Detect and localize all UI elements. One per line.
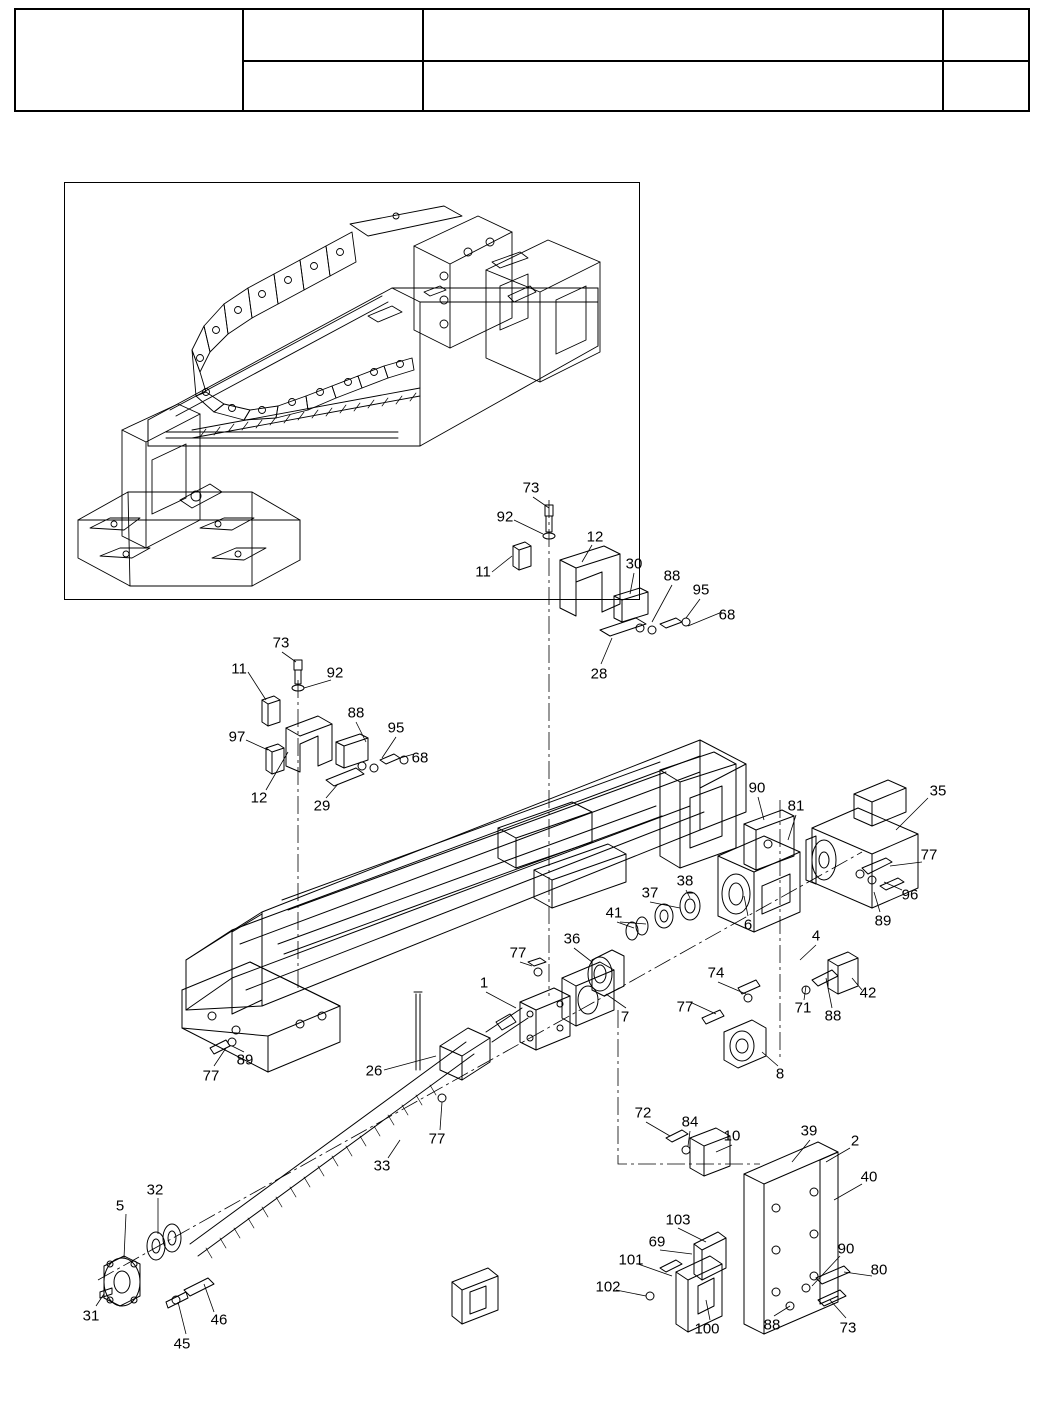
callout-number: 73 — [272, 634, 290, 652]
misc-small-parts — [210, 952, 858, 1324]
callout-number: 90 — [837, 1240, 855, 1258]
callout-number: 29 — [313, 797, 331, 815]
callout-number: 4 — [811, 927, 821, 945]
callout-number: 7 — [620, 1008, 630, 1026]
callout-number: 73 — [839, 1319, 857, 1337]
callout-number: 28 — [590, 665, 608, 683]
callout-number: 26 — [365, 1062, 383, 1080]
ball-screw-shaft — [190, 992, 528, 1258]
callout-number: 77 — [509, 944, 527, 962]
callout-number: 77 — [676, 998, 694, 1016]
callout-number: 37 — [641, 884, 659, 902]
callout-number: 72 — [634, 1104, 652, 1122]
callout-number: 95 — [387, 719, 405, 737]
callout-number: 73 — [522, 479, 540, 497]
callout-number: 38 — [676, 872, 694, 890]
callout-number: 33 — [373, 1157, 391, 1175]
callout-number: 88 — [824, 1007, 842, 1025]
callout-number: 36 — [563, 930, 581, 948]
callout-number: 71 — [794, 999, 812, 1017]
callout-number: 101 — [618, 1251, 644, 1269]
callout-number: 84 — [681, 1113, 699, 1131]
callout-number: 46 — [210, 1311, 228, 1329]
motor-assembly — [718, 780, 918, 932]
callout-number: 97 — [228, 728, 246, 746]
callout-number: 8 — [775, 1065, 785, 1083]
callout-number: 103 — [665, 1211, 691, 1229]
callout-number: 6 — [743, 916, 753, 934]
callout-number: 69 — [648, 1233, 666, 1251]
callout-number: 41 — [605, 904, 623, 922]
title-block-col-a — [16, 10, 244, 110]
callout-number: 11 — [231, 660, 247, 678]
callout-number: 11 — [475, 563, 491, 581]
callout-number: 81 — [787, 797, 805, 815]
callout-number: 68 — [411, 749, 429, 767]
callout-number: 5 — [115, 1197, 125, 1215]
callout-number: 40 — [860, 1168, 878, 1186]
callout-number: 88 — [347, 704, 365, 722]
callout-number: 31 — [82, 1307, 100, 1325]
callout-number: 10 — [723, 1127, 741, 1145]
callout-number: 68 — [718, 606, 736, 624]
left-end-bearing-group — [100, 1224, 214, 1308]
callout-number: 88 — [763, 1316, 781, 1334]
callout-number: 42 — [859, 984, 877, 1002]
callout-number: 89 — [874, 912, 892, 930]
callout-number: 32 — [146, 1181, 164, 1199]
callout-number: 74 — [707, 964, 725, 982]
callout-number: 95 — [692, 581, 710, 599]
callout-number: 96 — [901, 886, 919, 904]
callout-number: 90 — [748, 779, 766, 797]
callout-number: 100 — [694, 1320, 720, 1338]
callout-number: 92 — [326, 664, 344, 682]
callout-number: 12 — [586, 528, 604, 546]
callout-number: 2 — [850, 1132, 860, 1150]
callout-number: 77 — [920, 846, 938, 864]
callout-number: 30 — [625, 555, 643, 573]
callout-number: 45 — [173, 1335, 191, 1353]
callout-number: 77 — [202, 1067, 220, 1085]
callout-number: 77 — [428, 1130, 446, 1148]
callout-number: 102 — [595, 1278, 621, 1296]
callout-number: 92 — [496, 508, 514, 526]
callout-number: 1 — [479, 974, 489, 992]
lower-right-plate-assembly — [646, 1128, 850, 1334]
assembled-view-frame — [64, 182, 640, 600]
callout-number: 80 — [870, 1261, 888, 1279]
title-block-row-divider — [244, 60, 1028, 62]
callout-number: 12 — [250, 789, 268, 807]
callout-number: 39 — [800, 1122, 818, 1140]
title-block — [14, 8, 1030, 112]
callout-number: 35 — [929, 782, 947, 800]
callout-number: 88 — [663, 567, 681, 585]
callout-number: 89 — [236, 1051, 254, 1069]
